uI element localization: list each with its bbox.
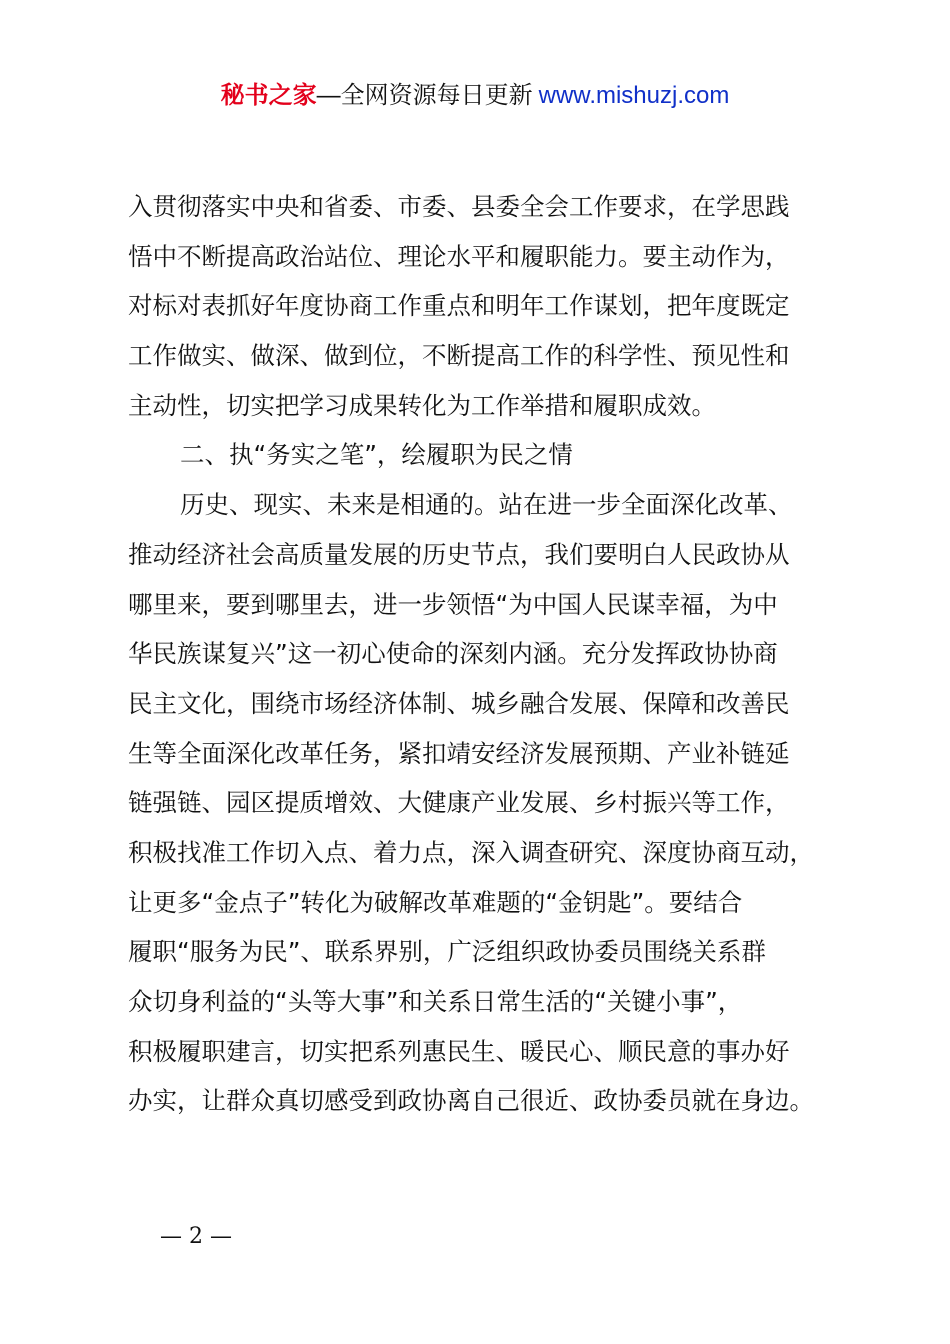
paragraph-line: 历史、现实、未来是相通的。站在进一步全面深化改革、 — [180, 490, 793, 520]
paragraph-line: 哪里来，要到哪里去，进一步领悟“为中国人民谋幸福，为中 — [128, 589, 778, 619]
paragraph-line: 办实，让群众真切感受到政协离自己很近、政协委员就在身边。 — [128, 1086, 814, 1116]
paragraph-line: 主动性，切实把学习成果转化为工作举措和履职成效。 — [128, 390, 716, 420]
paragraph-line: 积极找准工作切入点、着力点，深入调查研究、深度协商互动， — [128, 837, 814, 867]
paragraph-line: 众切身利益的“头等大事”和关系日常生活的“关键小事”， — [128, 987, 743, 1016]
paragraph-line: 积极履职建言，切实把系列惠民生、暖民心、顺民意的事办好 — [128, 1036, 790, 1066]
document-body — [128, 182, 838, 1126]
paragraph-line: 工作做实、做深、做到位，不断提高工作的科学性、预见性和 — [128, 341, 790, 371]
paragraph-line: 民主文化，围绕市场经济体制、城乡融合发展、保障和改善民 — [128, 688, 790, 718]
paragraph-line: 履职“服务为民”、联系界别，广泛组织政协委员围绕关系群 — [128, 937, 766, 967]
site-url-link[interactable]: www.mishuzj.com — [538, 82, 730, 109]
paragraph-line: 对标对表抓好年度协商工作重点和明年工作谋划，把年度既定 — [128, 291, 790, 321]
section-heading: 二、执“务实之笔”，绘履职为民之情 — [180, 440, 573, 470]
brand-name: 秘书之家 — [220, 82, 317, 109]
paragraph-line: 生等全面深化改革任务，紧扣靖安经济发展预期、产业补链延 — [128, 738, 790, 768]
paragraph-line: 悟中不断提高政治站位、理论水平和履职能力。要主动作为， — [128, 241, 790, 271]
header-tagline: —全网资源每日更新 — [316, 82, 533, 109]
site-header — [0, 80, 950, 112]
page-number: — 2 — — [160, 1224, 232, 1249]
paragraph-line: 入贯彻落实中央和省委、市委、县委全会工作要求，在学思践 — [128, 192, 790, 221]
paragraph-line: 华民族谋复兴”这一初心使命的深刻内涵。充分发挥政协协商 — [128, 639, 778, 669]
paragraph-line: 让更多“金点子”转化为破解改革难题的“金钥匙”。要结合 — [128, 887, 743, 917]
paragraph-line: 链强链、园区提质增效、大健康产业发展、乡村振兴等工作， — [128, 788, 790, 818]
paragraph-line: 推动经济社会高质量发展的历史节点，我们要明白人民政协从 — [128, 539, 790, 569]
